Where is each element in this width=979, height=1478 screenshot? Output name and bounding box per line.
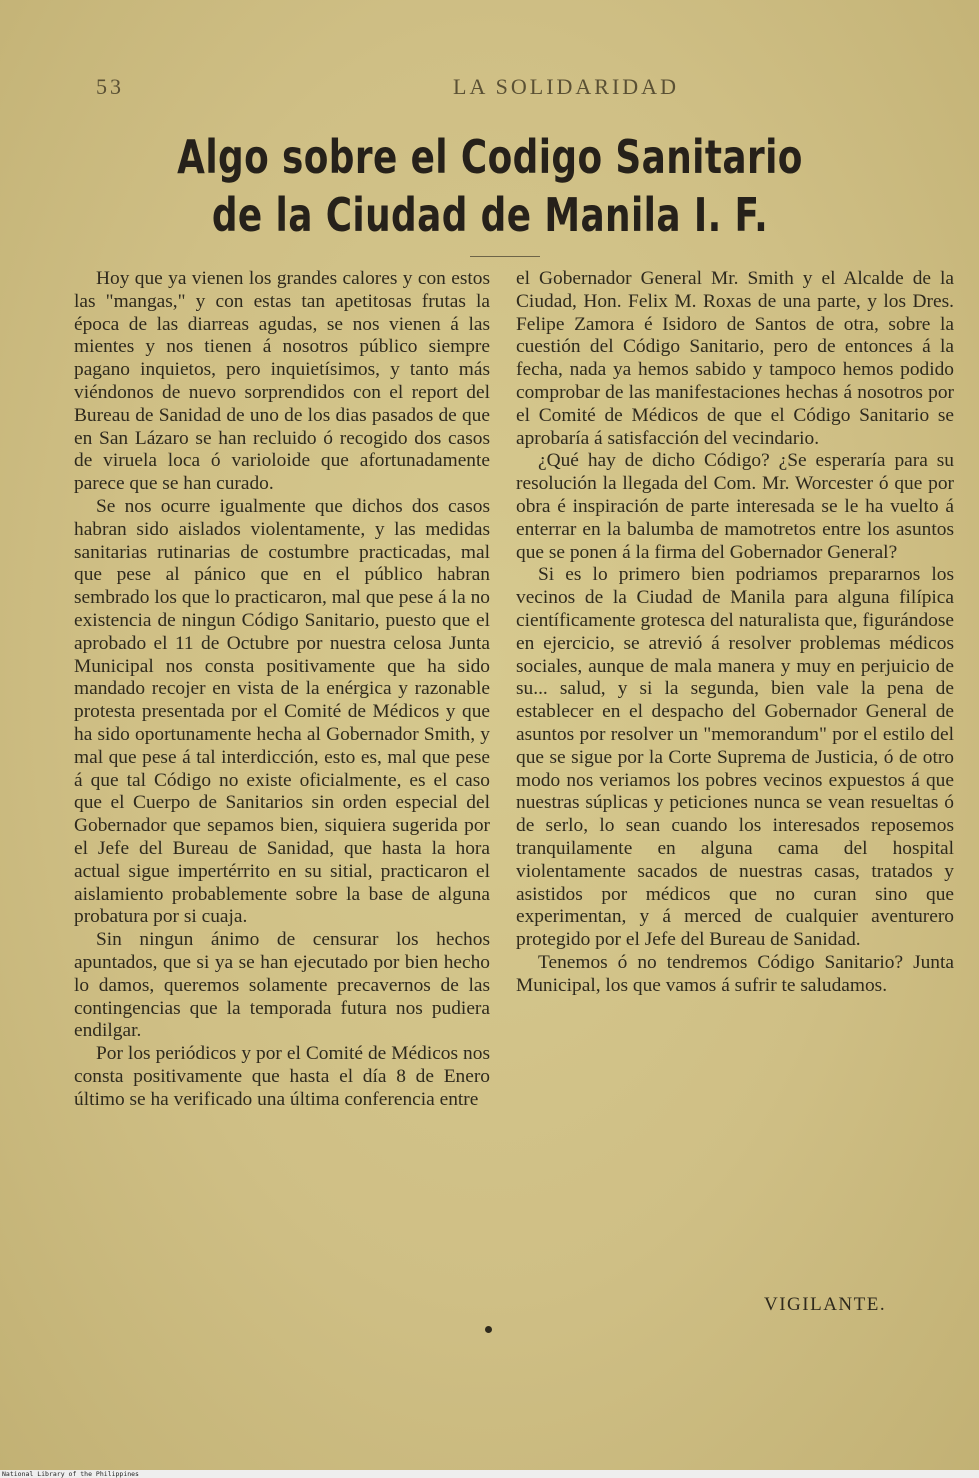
- paragraph: Sin ningun ánimo de censurar los hechos apuntados, que si ya se han ejecutado por bien hecho lo damos, queremos solamente precavernos de las contingencias que la temporada futura nos pudiera endilgar.: [74, 929, 490, 1042]
- running-head: [96, 74, 879, 100]
- paragraph: Hoy que ya vienen los grandes calores y con estos las "mangas," y con estas tan apetitosas frutas la época de las diarreas agudas, se nos vienen á las mientes y nos tienen á nosotros público siempre pagano inquietos, pero inquietísimos, y tanto más viéndonos de nuevo sorprendidos con el report del Bureau de Sanidad de uno de los dias pasados de que en San Lázaro se han recluido ó recogido dos casos de viruela loca ó varioloide que afortunadamente parece que se han curado.: [74, 268, 490, 495]
- library-credit: National Library of the Philippines: [2, 1470, 139, 1478]
- end-mark: [485, 1326, 492, 1333]
- author-signature: VIGILANTE.: [764, 1294, 887, 1315]
- left-column: [74, 268, 490, 1111]
- right-column: [516, 268, 954, 998]
- title-divider: [470, 256, 540, 257]
- paragraph: Se nos ocurre igualmente que dichos dos casos habran sido aislados violentamente, y las medidas sanitarias rutinarias de costumbre practicadas, mal que pese al pánico que en el público habran sembrado los que lo practicaron, mal que pese á la no existencia de ningun Código Sanitario, puesto que el aprobado el 11 de Octubre por nuestra celosa Junta Municipal nos consta positivamente que ha sido mandado recojer en vista de la enérgica y razonable protesta presentada por el Comité de Médicos y que ha sido oportunamente hecha al Gobernador Smith, y mal que pese á tal interdicción, esto es, mal que pese á que tal Código no existe oficialmente, es el caso que el Cuerpo de Sanitarios sin orden especial del Gobernador que sepamos bien, siquiera sugerida por el Jefe del Bureau de Sanidad, que hasta la hora actual sigue impertérrito en su sitial, practicaron el aislamiento probablemente sobre la base de alguna probatura por si cuaja.: [74, 495, 490, 928]
- journal-title: LA SOLIDARIDAD: [453, 74, 679, 99]
- paragraph: el Gobernador General Mr. Smith y el Alcalde de la Ciudad, Hon. Felix M. Roxas de una parte, y los Dres. Felipe Zamora é Isidoro de Santos de otra, sobre la cuestión del Código Sanitario, pero de entonces á la fecha, nada ya hemos sabido y tampoco hemos podido comprobar de las manifestaciones hechas á nosotros por el Comité de Médicos de que el Código Sanitario se aprobaría á satisfacción del vecindario.: [516, 268, 954, 449]
- footer-strip: [0, 1470, 979, 1478]
- paragraph: ¿Qué hay de dicho Código? ¿Se esperaría para su resolución la llegada del Com. Mr. Worcester ó que por obra é inspiración de parte interesada se le ha vuelto á enterrar en la balumba de mamotretos entre los asuntos que se ponen á la firma del Gobernador General?: [516, 450, 954, 563]
- paragraph: Por los periódicos y por el Comité de Médicos nos consta positivamente que hasta el día 8 de Enero último se ha verificado una última conferencia entre: [74, 1043, 490, 1110]
- paragraph: Tenemos ó no tendremos Código Sanitario? Junta Municipal, los que vamos á sufrir te saludamos.: [516, 951, 954, 996]
- paragraph: Si es lo primero bien podriamos prepararnos los vecinos de la Ciudad de Manila para alguna filípica científicamente grotesca del naturalista que, figurándose en ejercicio, se atrevió á resolver problemas médicos sociales, aunque de mala manera y muy en perjuicio de su... salud, y si la segunda, bien vale la pena de establecer en el despacho del Gobernador General de asuntos por resolver un "memorandum" por el estilo del que se sigue por la Corte Suprema de Justicia, ó de otro modo nos veriamos los pobres vecinos expuestos á que nuestras súplicas y peticiones nunca se vean resueltas ó de serlo, lo sean cuando los interesados reposemos tranquilamente en alguna cama del hospital violentamente sacados de nuestras casas, tratados y asistidos por médicos que no curan sino que experimentan, y á merced de cualquier aventurero protegido por el Jefe del Bureau de Sanidad.: [516, 564, 954, 951]
- article-title: Algo sobre el Codigo Sanitario de la Ciudad de Manila I. F.: [177, 130, 803, 242]
- page-number: 53: [96, 74, 124, 99]
